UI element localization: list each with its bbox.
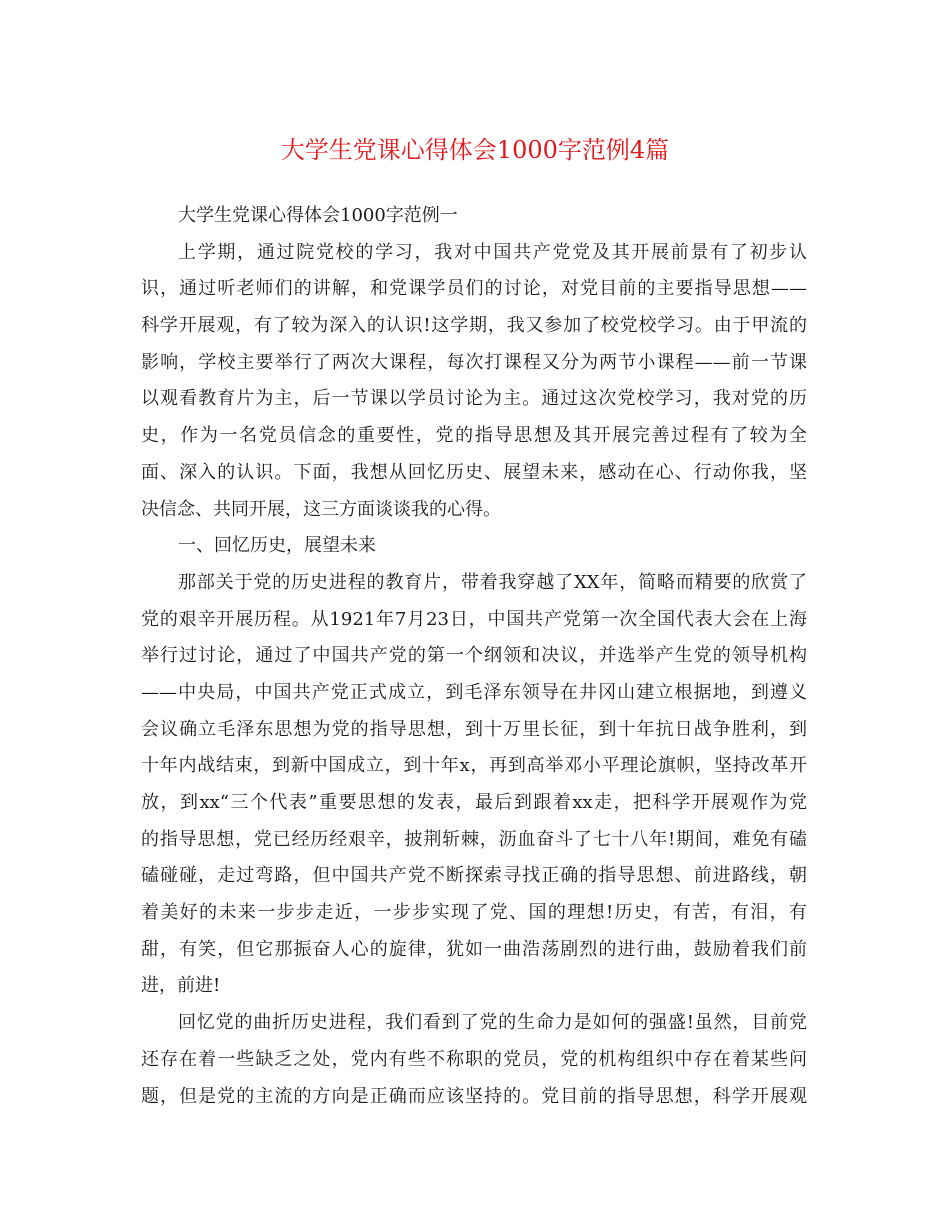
text-line: 回忆党的曲折历史进程，我们看到了党的生命力是如何的强盛!虽然，目前党 bbox=[178, 1012, 807, 1034]
paragraph bbox=[141, 528, 807, 565]
text-line: 放，到xx“三个代表”重要思想的发表，最后到跟着xx走，把科学开展观作为党 bbox=[141, 792, 807, 813]
document-title: 大学生党课心得体会1000字范例4篇 bbox=[280, 136, 670, 164]
text-line: 史，作为一名党员信念的重要性，党的指导思想及其开展完善过程有了较为全 bbox=[141, 425, 807, 447]
text-line: 会议确立毛泽东思想为党的指导思想，到十万里长征，到十年抗日战争胜利，到 bbox=[141, 718, 807, 740]
text-line: 题，但是党的主流的方向是正确而应该坚持的。党目前的指导思想，科学开展观 bbox=[141, 1085, 807, 1107]
text-line: 举行过讨论，通过了中国共产党的第一个纲领和决议，并选举产生党的领导机构 bbox=[141, 645, 807, 667]
document-body bbox=[141, 198, 807, 1115]
text-line: 那部关于党的历史进程的教育片，带着我穿越了XX年，简略而精要的欣赏了 bbox=[178, 571, 807, 593]
paragraph bbox=[141, 1005, 807, 1115]
text-line: 十年内战结束，到新中国成立，到十年x，再到高举邓小平理论旗帜，坚持改革开 bbox=[141, 755, 807, 777]
text-line: 影响，学校主要举行了两次大课程，每次打课程又分为两节小课程——前一节课 bbox=[141, 351, 807, 373]
text-line: 面、深入的认识。下面，我想从回忆历史、展望未来，感动在心、行动你我，坚 bbox=[141, 461, 807, 483]
text-line: 进，前进! bbox=[141, 975, 221, 997]
text-line: ——中央局，中国共产党正式成立，到毛泽东领导在井冈山建立根据地，到遵义 bbox=[141, 681, 807, 703]
text-line: 磕碰碰，走过弯路，但中国共产党不断探索寻找正确的指导思想、前进路线，朝 bbox=[141, 865, 807, 887]
text-line: 的指导思想，党已经历经艰辛，披荆斩棘，沥血奋斗了七十八年!期间，难免有磕 bbox=[141, 828, 807, 850]
paragraph bbox=[141, 565, 807, 1005]
text-line: 大学生党课心得体会1000字范例一 bbox=[178, 205, 458, 226]
paragraph bbox=[141, 198, 807, 235]
text-line: 识，通过听老师们的讲解，和党课学员们的讨论，对党目前的主要指导思想—— bbox=[141, 278, 807, 300]
text-line: 还存在着一些缺乏之处，党内有些不称职的党员，党的机构组织中存在着某些问 bbox=[141, 1048, 807, 1070]
text-line: 着美好的未来一步步走近，一步步实现了党、国的理想!历史，有苦，有泪，有 bbox=[141, 902, 807, 924]
text-line: 决信念、共同开展，这三方面谈谈我的心得。 bbox=[141, 498, 501, 520]
text-line: 甜，有笑，但它那振奋人心的旋律，犹如一曲浩荡剧烈的进行曲，鼓励着我们前 bbox=[141, 938, 807, 960]
text-line: 党的艰辛开展历程。从1921年7月23日，中国共产党第一次全国代表大会在上海 bbox=[141, 608, 807, 630]
text-line: 以观看教育片为主，后一节课以学员讨论为主。通过这次党校学习，我对党的历 bbox=[141, 388, 807, 410]
text-line: 一、回忆历史，展望未来 bbox=[178, 535, 376, 557]
paragraph bbox=[141, 235, 807, 529]
text-line: 上学期，通过院党校的学习，我对中国共产党党及其开展前景有了初步认 bbox=[178, 241, 807, 263]
text-line: 科学开展观，有了较为深入的认识!这学期，我又参加了校党校学习。由于甲流的 bbox=[141, 315, 807, 337]
